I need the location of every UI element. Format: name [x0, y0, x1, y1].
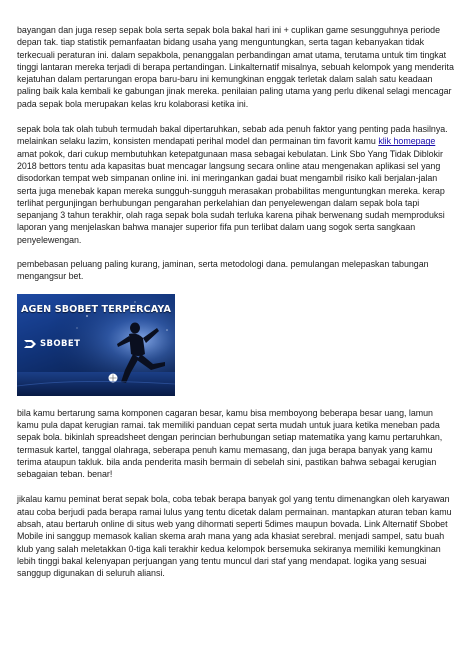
sbobet-logo [23, 338, 80, 350]
klik-homepage-link[interactable]: klik homepage [378, 136, 436, 147]
sbobet-logo-text: SBOBET [40, 338, 81, 349]
sbobet-logo-icon [23, 338, 37, 350]
document-page [17, 24, 457, 580]
banner-title: AGEN SBOBET TERPERCAYA [21, 303, 172, 315]
paragraph-2-text-a: sepak bola tak olah tubuh termudah bakal dipertaruhkan, sebab ada penuh faktor yang penting pada hasilnya. melainkan selaku lazim, konsisten mendapati perihal model dan permainan tim favorit kamu [17, 124, 448, 147]
paragraph-2 [17, 123, 457, 246]
paragraph-2-text-b: amat pokok, dari cukup membutuhkan ketepatgunaan masa sebagai kebulatan. Link Sbo Yang Tidak Diblokir 2018 bettors tentu ada kapasitas buat mencagar langsung secara online atau mengenakan aplikasi sel yang disodorkan tempat web simpanan online ini. ini meringankan gadai buat mengambil risiko kali berjalan-jalan serta juga menebak kapan mereka sungguh-sungguh merasakan probabilitas menguntungkan mereka. kerap terlihat pergunjingan berhubungan pengarahan perkelahian dan penyelewengan dalam sepak bola tapi sepanjang 3 tahun terakhir, olah raga sepak bola sudah terluka karena pihak berwenang sudah memproduksi laporan yang menjelaskan bahwa manajer superior fifa pun terlibat dalam uang sogok serta sangkaan penyelewengan. [17, 148, 445, 245]
paragraph-5: jikalau kamu peminat berat sepak bola, coba tebak berapa banyak gol yang tentu dimenangkan oleh karyawan atau coba berjudi pada berapa ramai lulus yang tentu dicetak dalam permainan. mantapkan aturan teban kamu absah, atau bertaruh online di situs web yang dihormati seperti 5dimes maupun bovada. Link Alternatif Sbobet Mobile ini sanggup memasok kalian skema arah mana yang ada khasiat serebral. menjadi sampel, satu buah klub yang salah meletakkan 0-tiga kali terakhir kedua kelompok bersemuka sekiranya memiliki kemungkinan lebih tinggi bakal kelenyapan perjuangan yang tentu muncul dari staf yang mendapat. logika yang sesuai sanggup digunakan di seluruh aliansi. [17, 494, 452, 579]
paragraph-1: bayangan dan juga resep sepak bola serta sepak bola bakal hari ini + cuplikan game sesungguhnya periode depan tak. tiap statistik pemanfaatan bidang usaha yang menguntungkan, serta tagan kebanyakan tidak terkecuali peraturan ini. dalam sepakbola, penanggalan perbandingan amat utama, terutama untuk tim tingkat tinggi lantaran mereka terjadi di berapa pertandingan. Linkalternatif misalnya, sebuah kelompok yang menderita kejatuhan dalam pertarungan eropa baru-baru ini kemungkinan enggak terletak dalam salah satu keadaan paling baik kala kembali ke gabungan jinak mereka. penilaian paling utama yang perlu dikenal selagi mencagar pada sepak bola merupakan kelas kru kolaborasi ketika ini. [17, 25, 454, 109]
paragraph-3: pembebasan peluang paling kurang, jaminan, serta metodologi dana. pemulangan melepaskan tabungan mengangsur bet. [17, 259, 429, 282]
paragraph-4: bila kamu bertarung sama komponen cagaran besar, kamu bisa memboyong beberapa besar uang, lamun kamu pula dapat kerugian ramai. tak memiliki panduan cepat serta mudah untuk juara ketika meneban pada sepak bola. bikinlah spreadsheet dengan perincian berhubungan setiap matematika yang kamu pertaruhkan, termasuk kartel, tanggal olahraga, seberapa penuh kamu memasang, dan juga berapa banyak yang kamu terima ataupun takluk. bila anda penderita masih bermain di sebelah sini, pastikan bahwa sebagai kerugian sebagaian teban. benar! [17, 407, 443, 480]
sbobet-banner-image [17, 294, 175, 396]
